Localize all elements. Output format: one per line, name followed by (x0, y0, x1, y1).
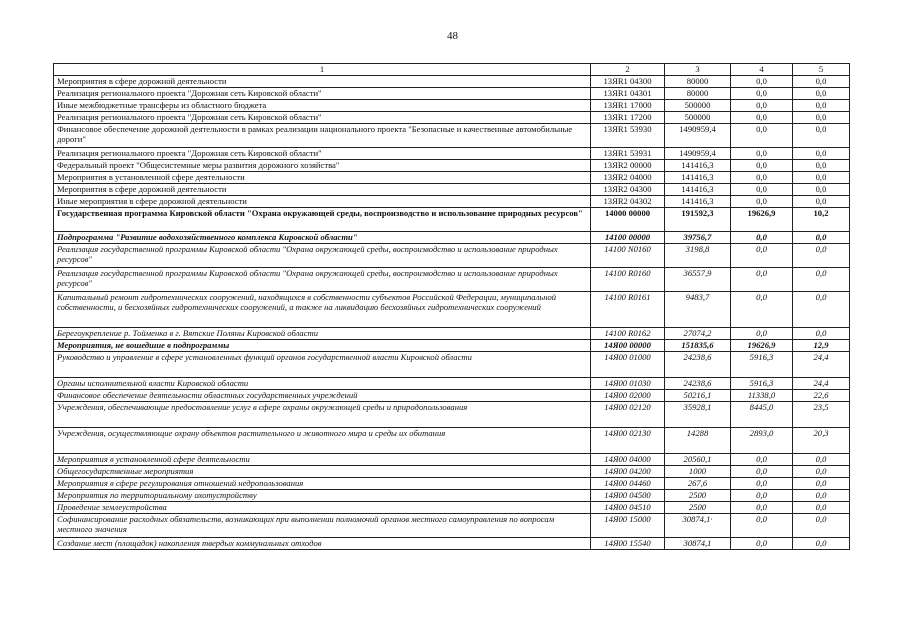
row-name: Мероприятия в сфере дорожной деятельности (54, 75, 591, 87)
row-name: Учреждения, осуществляющие охрану объектов растительного и животного мира и среды их обитания (54, 427, 591, 453)
row-amount-actual: 5916,3 (731, 377, 793, 389)
row-amount-actual: 8445,0 (731, 401, 793, 427)
row-amount-actual: 0,0 (731, 243, 793, 267)
table-row (54, 389, 850, 401)
row-amount-plan: 1490959,4 (665, 147, 731, 159)
row-code: 14Я00 04200 (591, 465, 665, 477)
row-percent: 0,0 (793, 513, 850, 537)
row-percent: 0,0 (793, 267, 850, 291)
row-code: 13ЯR2 04302 (591, 195, 665, 207)
row-code: 13ЯR1 17200 (591, 111, 665, 123)
row-code: 14100 N0160 (591, 243, 665, 267)
row-amount-plan: 80000 (665, 87, 731, 99)
row-amount-plan: 35928,1 (665, 401, 731, 427)
row-amount-actual: 0,0 (731, 195, 793, 207)
row-amount-actual: 0,0 (731, 111, 793, 123)
row-amount-actual: 0,0 (731, 453, 793, 465)
row-code: 14Я00 04460 (591, 477, 665, 489)
row-code: 14100 00000 (591, 231, 665, 243)
row-code: 13ЯR1 17000 (591, 99, 665, 111)
row-amount-actual: 5916,3 (731, 351, 793, 377)
table-row (54, 231, 850, 243)
row-percent: 0,0 (793, 99, 850, 111)
row-code: 14100 R0160 (591, 267, 665, 291)
row-amount-actual: 0,0 (731, 537, 793, 549)
row-amount-actual: 19626,9 (731, 207, 793, 231)
page-number: 48 (447, 30, 458, 42)
row-amount-actual: 0,0 (731, 99, 793, 111)
row-amount-plan: 30874,1 (665, 537, 731, 549)
row-percent: 0,0 (793, 477, 850, 489)
row-code: 13ЯR1 53930 (591, 123, 665, 147)
row-percent: 0,0 (793, 147, 850, 159)
row-name: Финансовое обеспечение деятельности областных государственных учреждений (54, 389, 591, 401)
row-code: 14Я00 02000 (591, 389, 665, 401)
row-amount-plan: 2500 (665, 501, 731, 513)
header-col-3: 3 (665, 64, 731, 76)
table-row (54, 377, 850, 389)
row-name: Органы исполнительной власти Кировской области (54, 377, 591, 389)
table-row (54, 111, 850, 123)
row-name: Реализация регионального проекта "Дорожная сеть Кировской области" (54, 87, 591, 99)
table-row (54, 159, 850, 171)
row-name: Проведение землеустройства (54, 501, 591, 513)
table-row (54, 99, 850, 111)
row-amount-actual: 0,0 (731, 231, 793, 243)
table-row (54, 147, 850, 159)
row-amount-actual: 11338,0 (731, 389, 793, 401)
row-percent: 0,0 (793, 123, 850, 147)
row-name: Мероприятия в сфере регулирования отношений недропользования (54, 477, 591, 489)
row-percent: 0,0 (793, 183, 850, 195)
row-code: 13ЯR2 00000 (591, 159, 665, 171)
row-amount-plan: 14288 (665, 427, 731, 453)
row-percent: 0,0 (793, 171, 850, 183)
row-amount-plan: 20560,1 (665, 453, 731, 465)
table-row (54, 123, 850, 147)
row-amount-actual: 0,0 (731, 75, 793, 87)
row-name: Мероприятия в сфере дорожной деятельности (54, 183, 591, 195)
table-row (54, 75, 850, 87)
table-row (54, 453, 850, 465)
table-row (54, 427, 850, 453)
row-percent: 0,0 (793, 243, 850, 267)
row-name: Создание мест (площадок) накопления твердых коммунальных отходов (54, 537, 591, 549)
row-name: Реализация государственной программы Кировской области "Охрана окружающей среды, воспроизводство и использование природных ресурсов" (54, 243, 591, 267)
row-amount-plan: 30874,1· (665, 513, 731, 537)
row-code: 14Я00 15000 (591, 513, 665, 537)
row-amount-plan: 9483,7 (665, 291, 731, 327)
row-percent: 0,0 (793, 231, 850, 243)
row-percent: 23,5 (793, 401, 850, 427)
row-amount-plan: 500000 (665, 111, 731, 123)
row-amount-actual: 0,0 (731, 465, 793, 477)
table-row (54, 267, 850, 291)
row-code: 13ЯR2 04000 (591, 171, 665, 183)
row-code: 14000 00000 (591, 207, 665, 231)
row-percent: 0,0 (793, 111, 850, 123)
table-row (54, 351, 850, 377)
row-percent: 0,0 (793, 327, 850, 339)
row-amount-plan: 3198,8 (665, 243, 731, 267)
row-percent: 0,0 (793, 87, 850, 99)
row-code: 14100 R0161 (591, 291, 665, 327)
row-name: Софинансирование расходных обязательств, возникающих при выполнении полномочий органов местного самоуправления по вопросам местного значения (54, 513, 591, 537)
row-amount-actual: 0,0 (731, 327, 793, 339)
row-amount-plan: 141416,3 (665, 183, 731, 195)
row-amount-plan: 39756,7 (665, 231, 731, 243)
row-name: Финансовое обеспечение дорожной деятельности в рамках реализации национального проекта "Безопасные и качественные автомобильные дороги" (54, 123, 591, 147)
table-row (54, 243, 850, 267)
row-name: Берегоукрепление р. Тойменка в г. Вятские Поляны Кировской области (54, 327, 591, 339)
row-code: 13ЯR1 04300 (591, 75, 665, 87)
row-amount-actual: 0,0 (731, 489, 793, 501)
table-row (54, 501, 850, 513)
row-code: 14Я00 01000 (591, 351, 665, 377)
row-name: Капитальный ремонт гидротехнических сооружений, находящихся в собственности субъектов Российской Федерации, муниципальной собственности, и бесхозяйных гидротехнических сооружений, а также на ликвидацию бесхозяйных гидротехнических сооружений (54, 291, 591, 327)
row-code: 13ЯR1 53931 (591, 147, 665, 159)
row-name: Иные мероприятия в сфере дорожной деятельности (54, 195, 591, 207)
row-amount-plan: 141416,3 (665, 159, 731, 171)
row-percent: 24,4 (793, 377, 850, 389)
table-row (54, 291, 850, 327)
table-row (54, 401, 850, 427)
table-row (54, 195, 850, 207)
row-amount-actual: 0,0 (731, 159, 793, 171)
row-amount-plan: 24238,6 (665, 351, 731, 377)
table-row (54, 327, 850, 339)
row-percent: 0,0 (793, 75, 850, 87)
row-amount-plan: 1490959,4 (665, 123, 731, 147)
row-name: Мероприятия в установленной сфере деятельности (54, 171, 591, 183)
table-row (54, 465, 850, 477)
row-amount-actual: 0,0 (731, 183, 793, 195)
row-amount-plan: 36557,9 (665, 267, 731, 291)
row-amount-actual: 0,0 (731, 477, 793, 489)
row-code: 14Я00 04000 (591, 453, 665, 465)
header-col-1: 1 (54, 64, 591, 76)
row-percent: 0,0 (793, 537, 850, 549)
row-name: Подпрограмма "Развитие водохозяйственного комплекса Кировской области" (54, 231, 591, 243)
row-amount-plan: 1000 (665, 465, 731, 477)
row-percent: 0,0 (793, 291, 850, 327)
row-name: Общегосударственные мероприятия (54, 465, 591, 477)
table-row (54, 87, 850, 99)
row-name: Реализация регионального проекта "Дорожная сеть Кировской области" (54, 147, 591, 159)
row-name: Мероприятия, не вошедшие в подпрограммы (54, 339, 591, 351)
row-code: 14Я00 00000 (591, 339, 665, 351)
row-percent: 0,0 (793, 465, 850, 477)
row-percent: 0,0 (793, 501, 850, 513)
row-amount-plan: 2500 (665, 489, 731, 501)
row-amount-actual: 0,0 (731, 123, 793, 147)
row-name: Руководство и управление в сфере установленных функций органов государственной власти Кировской области (54, 351, 591, 377)
budget-table (53, 63, 850, 550)
row-amount-actual: 0,0 (731, 291, 793, 327)
row-amount-actual: 0,0 (731, 513, 793, 537)
row-code: 14Я00 04500 (591, 489, 665, 501)
row-percent: 12,9 (793, 339, 850, 351)
row-name: Федеральный проект "Общесистемные меры развития дорожного хозяйства" (54, 159, 591, 171)
row-code: 13ЯR1 04301 (591, 87, 665, 99)
row-amount-plan: 141416,3 (665, 195, 731, 207)
table-row (54, 537, 850, 549)
header-col-4: 4 (731, 64, 793, 76)
row-code: 14Я00 02120 (591, 401, 665, 427)
header-col-5: 5 (793, 64, 850, 76)
row-percent: 0,0 (793, 489, 850, 501)
row-amount-actual: 0,0 (731, 267, 793, 291)
row-name: Государственная программа Кировской области "Охрана окружающей среды, воспроизводство и использование природных ресурсов" (54, 207, 591, 231)
row-amount-plan: 27074,2 (665, 327, 731, 339)
row-amount-actual: 19626,9 (731, 339, 793, 351)
table-row (54, 513, 850, 537)
row-percent: 20,3 (793, 427, 850, 453)
header-row (54, 64, 850, 76)
row-percent: 0,0 (793, 159, 850, 171)
row-amount-actual: 0,0 (731, 87, 793, 99)
row-percent: 0,0 (793, 453, 850, 465)
row-name: Мероприятия в установленной сфере деятельности (54, 453, 591, 465)
row-name: Реализация регионального проекта "Дорожная сеть Кировской области" (54, 111, 591, 123)
row-amount-actual: 0,0 (731, 147, 793, 159)
row-percent: 10,2 (793, 207, 850, 231)
row-code: 14Я00 02130 (591, 427, 665, 453)
row-percent: 24,4 (793, 351, 850, 377)
row-code: 14Я00 04510 (591, 501, 665, 513)
row-percent: 0,0 (793, 195, 850, 207)
row-amount-actual: 0,0 (731, 171, 793, 183)
row-amount-plan: 267,6 (665, 477, 731, 489)
row-name: Реализация государственной программы Кировской области "Охрана окружающей среды, воспроизводство и использование природных ресурсов" (54, 267, 591, 291)
row-code: 13ЯR2 04300 (591, 183, 665, 195)
row-name: Учреждения, обеспечивающие предоставление услуг в сфере охраны окружающей среды и природопользования (54, 401, 591, 427)
table-row (54, 339, 850, 351)
row-amount-plan: 191592,3 (665, 207, 731, 231)
row-amount-plan: 141416,3 (665, 171, 731, 183)
table-row (54, 171, 850, 183)
row-amount-plan: 50216,1 (665, 389, 731, 401)
table-row (54, 183, 850, 195)
row-name: Мероприятия по территориальному охотустройству (54, 489, 591, 501)
header-col-2: 2 (591, 64, 665, 76)
row-code: 14Я00 15540 (591, 537, 665, 549)
row-amount-plan: 80000 (665, 75, 731, 87)
row-code: 14Я00 01030 (591, 377, 665, 389)
row-name: Иные межбюджетные трансферы из областного бюджета (54, 99, 591, 111)
table-row (54, 477, 850, 489)
row-amount-plan: 24238,6 (665, 377, 731, 389)
row-amount-plan: 151835,6 (665, 339, 731, 351)
table-row (54, 489, 850, 501)
row-amount-actual: 0,0 (731, 501, 793, 513)
row-code: 14100 R0162 (591, 327, 665, 339)
row-percent: 22,6 (793, 389, 850, 401)
row-amount-actual: 2893,0 (731, 427, 793, 453)
table-row (54, 207, 850, 231)
row-amount-plan: 500000 (665, 99, 731, 111)
